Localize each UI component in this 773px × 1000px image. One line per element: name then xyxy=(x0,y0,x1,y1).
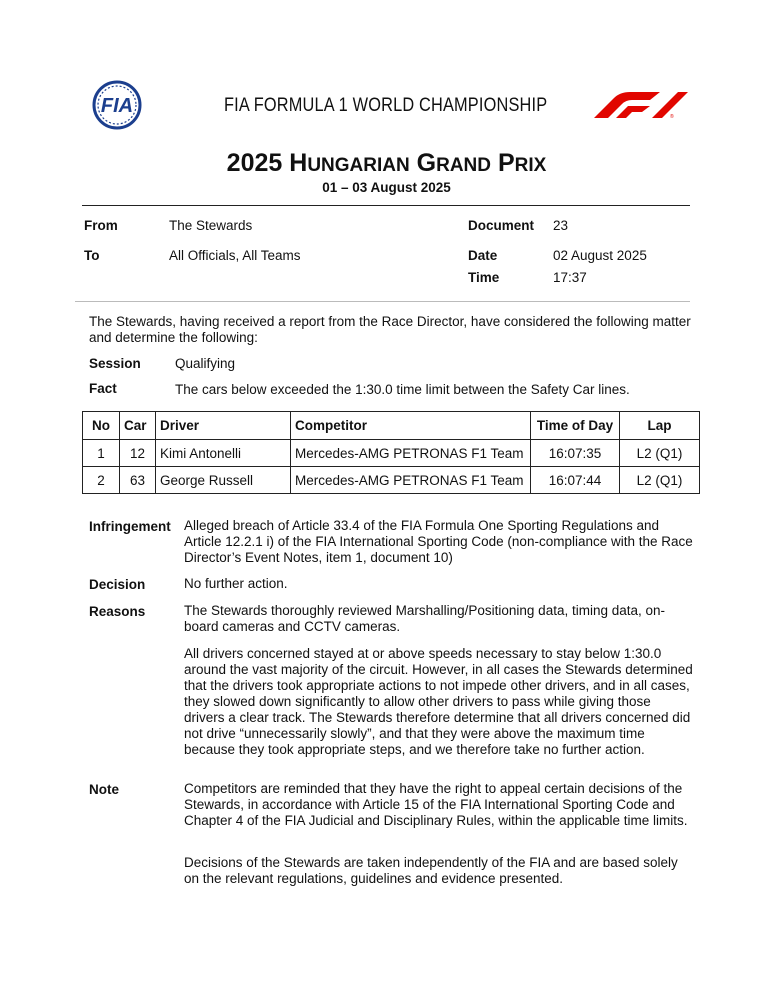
championship-title: FIA FORMULA 1 WORLD CHAMPIONSHIP xyxy=(224,95,548,116)
date-value: 02 August 2025 xyxy=(553,248,647,263)
note-label: Note xyxy=(89,782,119,797)
reasons-paragraph-2: All drivers concerned stayed at or above speeds necessary to stay below 1:30.0 around the vast majority of the circuit. However, in all cases the Stewards determined that the drivers took appropriate actions to not impede other drivers, and in all cases, they slowed down significantly to allow other drivers to pass while giving those drivers a clear track. The Stewards therefore determine that all drivers concerned did not drive “unnecessarily slowly”, and that they were above the maximum time because they took appropriate steps, and we therefore take no further action. xyxy=(184,646,693,757)
event-dates: 01 – 03 August 2025 xyxy=(322,180,451,195)
cell-time-of-day: 16:07:44 xyxy=(531,467,620,494)
column-header-competitor: Competitor xyxy=(291,412,531,440)
table-row xyxy=(83,440,700,467)
from-value: The Stewards xyxy=(169,218,253,233)
divider xyxy=(75,301,690,302)
infringement-text: Alleged breach of Article 33.4 of the FIA Formula One Sporting Regulations and Article 12.2.1 i) of the FIA International Sporting Code (non-compliance with the Race Director’s Event Notes, item 1, document 10) xyxy=(184,518,693,565)
fact-value: The cars below exceeded the 1:30.0 time limit between the Safety Car lines. xyxy=(175,382,630,397)
svg-text:®: ® xyxy=(670,114,674,120)
reasons-label: Reasons xyxy=(89,604,146,619)
event-title: 2025 HUNGARIAN GRAND PRIX xyxy=(226,149,547,177)
note-paragraph-2: Decisions of the Stewards are taken independently of the FIA and are based solely on the relevant regulations, guidelines and evidence presented. xyxy=(184,855,678,886)
f1-logo xyxy=(590,90,690,120)
decision-label: Decision xyxy=(89,577,146,592)
cell-competitor: Mercedes-AMG PETRONAS F1 Team xyxy=(291,467,531,494)
to-label: To xyxy=(84,248,100,263)
divider xyxy=(82,205,690,206)
fact-label: Fact xyxy=(89,381,117,396)
table-row xyxy=(83,467,700,494)
reasons-paragraph-1: The Stewards thoroughly reviewed Marshalling/Positioning data, timing data, on-board cameras and CCTV cameras. xyxy=(184,603,666,634)
cell-no: 1 xyxy=(83,440,120,467)
cell-driver: George Russell xyxy=(156,467,291,494)
column-header-no: No xyxy=(83,412,120,440)
time-label: Time xyxy=(468,270,500,285)
column-header-driver: Driver xyxy=(156,412,291,440)
cell-driver: Kimi Antonelli xyxy=(156,440,291,467)
session-value: Qualifying xyxy=(175,356,236,371)
document-value: 23 xyxy=(553,218,569,233)
column-header-time-of-day: Time of Day xyxy=(531,412,620,440)
cell-time-of-day: 16:07:35 xyxy=(531,440,620,467)
column-header-car: Car xyxy=(120,412,156,440)
document-label: Document xyxy=(468,218,535,233)
fia-logo-text: FIA xyxy=(100,95,134,117)
from-label: From xyxy=(84,218,118,233)
cell-car: 12 xyxy=(120,440,156,467)
infringement-label: Infringement xyxy=(89,519,171,534)
to-value: All Officials, All Teams xyxy=(169,248,301,263)
session-label: Session xyxy=(89,356,141,371)
time-value: 17:37 xyxy=(553,270,587,285)
decision-text: No further action. xyxy=(184,576,288,591)
table-header-row xyxy=(83,412,700,440)
intro-paragraph: The Stewards, having received a report from the Race Director, have considered the following matter and determine the following: xyxy=(89,314,691,345)
fia-logo xyxy=(82,80,152,130)
cell-no: 2 xyxy=(83,467,120,494)
cell-competitor: Mercedes-AMG PETRONAS F1 Team xyxy=(291,440,531,467)
infringement-table xyxy=(82,411,700,494)
cell-car: 63 xyxy=(120,467,156,494)
cell-lap: L2 (Q1) xyxy=(620,440,700,467)
note-paragraph-1: Competitors are reminded that they have the right to appeal certain decisions of the Stewards, in accordance with Article 15 of the FIA International Sporting Code and Chapter 4 of the FIA Judicial and Disciplinary Rules, within the applicable time limits. xyxy=(184,781,688,828)
column-header-lap: Lap xyxy=(620,412,700,440)
date-label: Date xyxy=(468,248,498,263)
cell-lap: L2 (Q1) xyxy=(620,467,700,494)
